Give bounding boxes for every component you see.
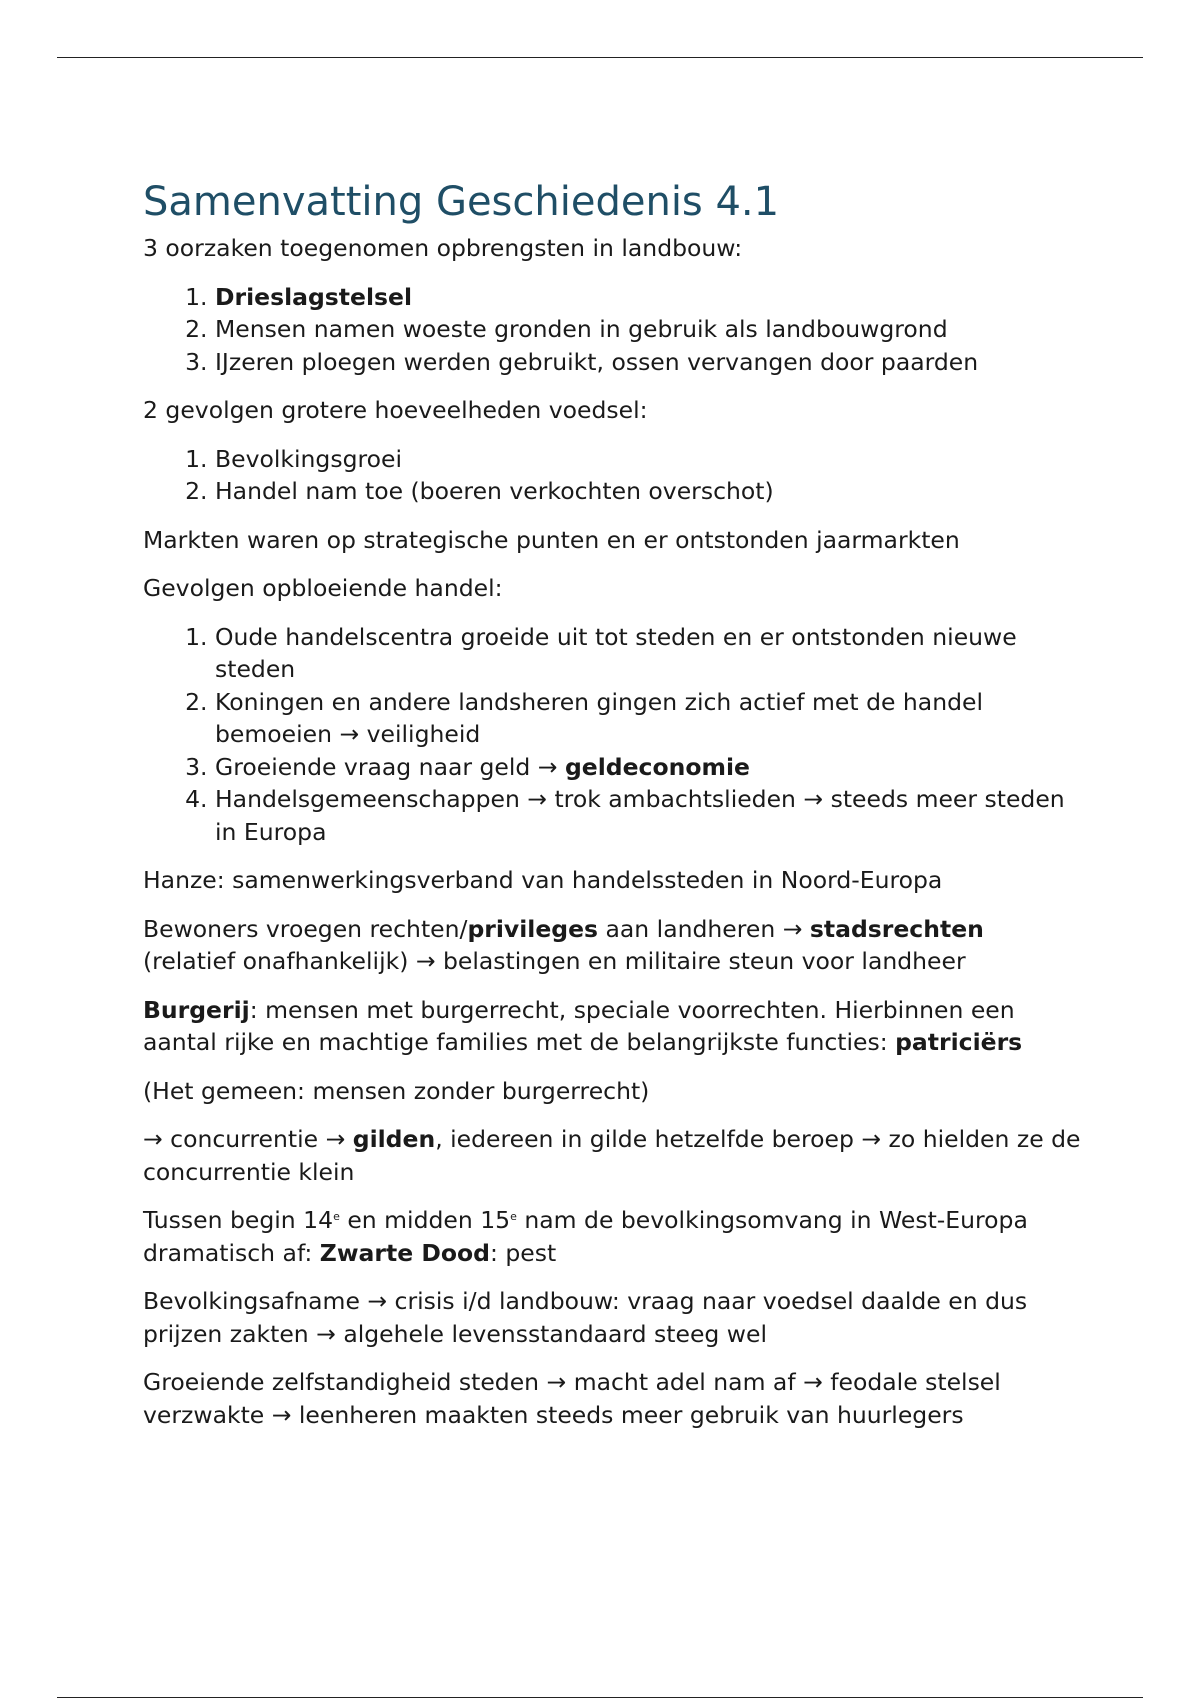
- bold-term: Drieslagstelsel: [215, 282, 413, 311]
- text-run: nam de bevolkingsomvang in West-Europa dramatisch af:: [143, 1206, 1028, 1267]
- list-item: [215, 281, 1083, 314]
- text-run: : mensen met burgerrecht, speciale voorrechten. Hierbinnen een aantal rijke en machtige families met de belangrijkste functies:: [143, 995, 1015, 1056]
- document-body: [143, 178, 1083, 1447]
- bold-term: patriciërs: [895, 1028, 1023, 1056]
- paragraph-zelfstandigheid: Groeiende zelfstandigheid steden → macht adel nam af → feodale stelsel verzwakte → leenheren maakten steeds meer gebruik van huurlegers: [143, 1368, 1001, 1429]
- paragraph-handel: Gevolgen opbloeiende handel:: [143, 574, 503, 602]
- text-run: → concurrentie →: [143, 1125, 353, 1153]
- bold-term: geldeconomie: [564, 752, 750, 781]
- list-oorzaken: [143, 281, 1083, 379]
- paragraph-markten: Markten waren op strategische punten en er ontstonden jaarmarkten: [143, 525, 960, 554]
- list-item: [215, 751, 1083, 784]
- text-run: Tussen begin 14: [143, 1206, 334, 1234]
- bold-term: Burgerij: [143, 995, 250, 1024]
- superscript: e: [510, 1210, 517, 1223]
- text-run: Groeiende vraag naar geld →: [215, 752, 565, 781]
- footer-rule: [57, 1697, 1143, 1698]
- paragraph-oorzaken: 3 oorzaken toegenomen opbrengsten in landbouw:: [143, 234, 743, 262]
- list-item: 1. Oude handelscentra groeide uit tot steden en er ontstonden nieuwe steden: [215, 621, 1083, 686]
- paragraph-bevolkingsafname: Bevolkingsafname → crisis i/d landbouw: vraag naar voedsel daalde en dus prijzen zakten → algehele levensstandaard steeg wel: [143, 1287, 1028, 1348]
- list-item: 2. Handel nam toe (boeren verkochten overschot): [215, 475, 1083, 508]
- text-run: Bewoners vroegen rechten/: [143, 914, 468, 943]
- bold-term: privileges: [467, 914, 599, 943]
- text-run: , iedereen in gilde hetzelfde beroep → zo hielden ze de concurrentie klein: [143, 1125, 1081, 1186]
- text-run: : pest: [489, 1238, 557, 1267]
- bold-term: gilden: [352, 1125, 436, 1153]
- text-run: aan landheren →: [598, 914, 810, 943]
- paragraph-zwarte-dood: [143, 1204, 1083, 1269]
- list-handel: [143, 621, 1083, 849]
- paragraph-gilden: [143, 1123, 1083, 1188]
- list-item: 1. Bevolkingsgroei: [215, 443, 1083, 476]
- bold-term: stadsrechten: [809, 914, 984, 943]
- text-run: en midden 15: [339, 1206, 511, 1234]
- superscript: e: [333, 1210, 340, 1223]
- list-item: 4. Handelsgemeenschappen → trok ambachtslieden → steeds meer steden in Europa: [215, 783, 1083, 848]
- paragraph-gemeen: (Het gemeen: mensen zonder burgerrecht): [143, 1076, 650, 1105]
- list-gevolgen: [143, 443, 1083, 508]
- list-item: 2. Mensen namen woeste gronden in gebruik als landbouwgrond: [215, 313, 1083, 346]
- bold-term: Zwarte Dood: [319, 1238, 490, 1267]
- paragraph-stadsrechten: [143, 913, 1083, 978]
- paragraph-burgerij: [143, 994, 1083, 1059]
- text-run: (relatief onafhankelijk) → belastingen en militaire steun voor landheer: [143, 947, 966, 975]
- header-rule: [57, 57, 1143, 58]
- paragraph-hanze: Hanze: samenwerkingsverband van handelssteden in Noord-Europa: [143, 866, 943, 894]
- page-title: Samenvatting Geschiedenis 4.1: [143, 179, 780, 225]
- list-item: 3. IJzeren ploegen werden gebruikt, ossen vervangen door paarden: [215, 346, 1083, 379]
- list-item: 2. Koningen en andere landsheren gingen zich actief met de handel bemoeien → veiligheid: [215, 686, 1083, 751]
- paragraph-gevolgen: 2 gevolgen grotere hoeveelheden voedsel:: [143, 396, 648, 424]
